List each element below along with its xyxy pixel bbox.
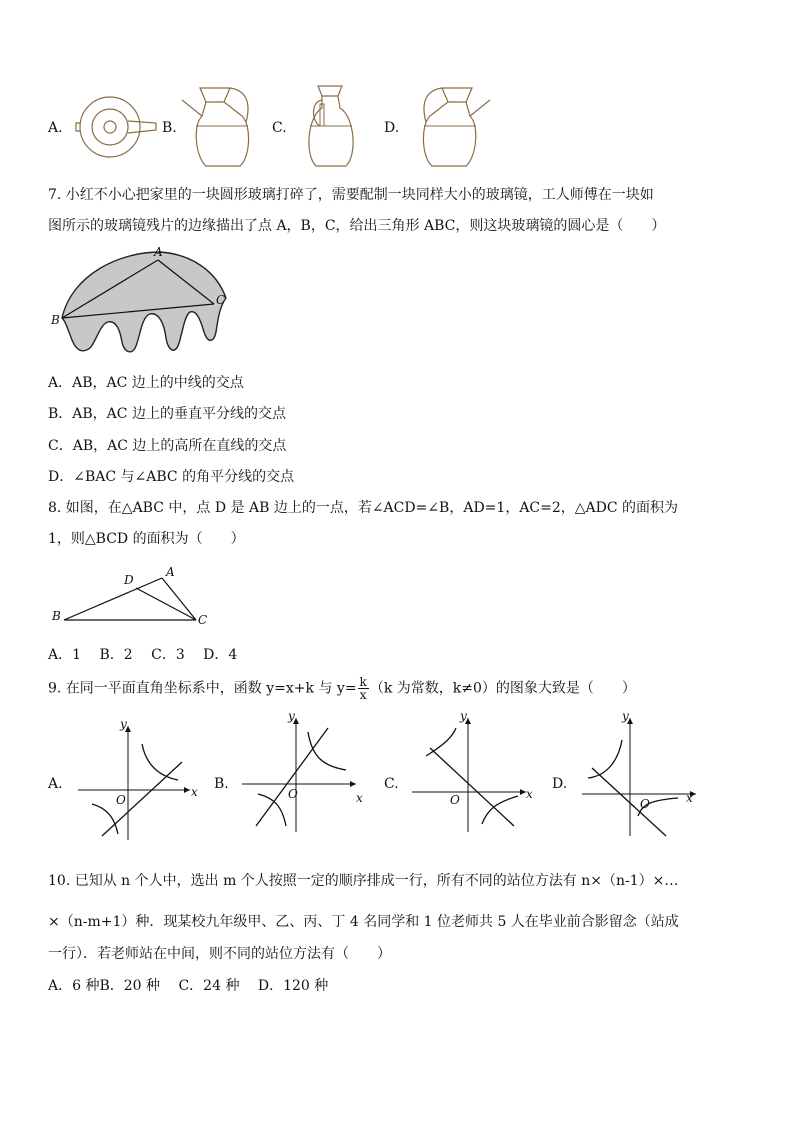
q8-text-line2: 1，则△BCD 的面积为（ ）	[48, 531, 245, 547]
q6-option-b-label: B.	[162, 120, 177, 136]
q9-graph-a	[74, 718, 200, 842]
q7-label-a: A	[154, 245, 163, 259]
q9-graph-b	[238, 709, 366, 836]
q7-option-c: C．AB，AC 边上的高所在直线的交点	[48, 438, 287, 454]
q6-option-a-figure	[76, 95, 160, 159]
q10-text-line3: 一行）．若老师站在中间，则不同的站位方法有（ ）	[48, 946, 391, 962]
q9-text-after: （k 为常数，k≠0）的图象大致是（ ）	[369, 680, 636, 697]
q9-d-x-label: x	[686, 791, 693, 805]
q9-b-y-label: y	[288, 709, 295, 723]
q9-d-y-label: y	[622, 709, 629, 723]
q9-text-before: 9. 在同一平面直角坐标系中，函数 y=x+k 与 y=	[48, 680, 357, 697]
q7-figure	[50, 246, 230, 358]
q7-text-line2: 图所示的玻璃镜残片的边缘描出了点 A，B，C，给出三角形 ABC，则这块玻璃镜的圆心是（ ）	[48, 218, 666, 234]
q7-option-a: A．AB，AC 边上的中线的交点	[48, 375, 244, 391]
q9-stem	[48, 676, 636, 700]
q6-option-c-figure	[298, 82, 364, 168]
q6-option-d-figure	[412, 82, 490, 168]
q8-label-d: D	[124, 573, 134, 587]
q9-b-x-label: x	[356, 791, 363, 805]
q6-option-a-label: A.	[48, 120, 63, 136]
q10-text-line1: 10. 已知从 n 个人中，选出 m 个人按照一定的顺序排成一行，所有不同的站位方法有 n×（n-1）×…	[48, 873, 679, 889]
q9-graph-c	[408, 709, 536, 836]
q9-c-origin: O	[450, 793, 460, 807]
q9-option-a-label: A.	[48, 776, 63, 792]
q7-label-b: B	[51, 313, 60, 327]
q9-frac-den: x	[359, 688, 367, 702]
q9-frac-num: k	[359, 675, 367, 689]
q9-graph-d	[578, 709, 706, 838]
q7-text-line1: 7. 小红不小心把家里的一块圆形玻璃打碎了，需要配制一块同样大小的玻璃镜，工人师傅在一块如	[48, 187, 654, 203]
q8-figure	[50, 564, 220, 628]
q9-a-y-label: y	[120, 717, 127, 731]
q8-text-line1: 8. 如图，在△ABC 中，点 D 是 AB 边上的一点，若∠ACD=∠B，AD=1，AC=2，△ADC 的面积为	[48, 500, 679, 516]
q7-option-b: B．AB，AC 边上的垂直平分线的交点	[48, 406, 286, 422]
q10-options: A．6 种B．20 种 C．24 种 D．120 种	[48, 978, 329, 994]
q9-c-y-label: y	[460, 709, 467, 723]
q6-option-d-label: D.	[384, 120, 400, 136]
q8-options: A．1 B．2 C．3 D．4	[48, 647, 238, 663]
q9-a-origin: O	[116, 793, 126, 807]
q8-label-a: A	[166, 565, 175, 579]
q6-option-c-label: C.	[272, 120, 287, 136]
q9-option-b-label: B.	[214, 776, 229, 792]
q9-d-origin: O	[640, 797, 650, 811]
q9-fraction	[358, 676, 369, 701]
q9-c-x-label: x	[526, 787, 533, 801]
q7-label-c: C	[216, 293, 226, 307]
q8-label-b: B	[52, 609, 61, 623]
q9-a-x-label: x	[191, 785, 198, 799]
q7-option-d: D．∠BAC 与∠ABC 的角平分线的交点	[48, 469, 295, 485]
q6-option-b-figure	[182, 82, 260, 168]
q10-text-line2: ×（n-m+1）种．现某校九年级甲、乙、丙、丁 4 名同学和 1 位老师共 5 人在毕业前合影留念（站成	[48, 914, 679, 930]
q8-label-c: C	[198, 613, 208, 627]
q9-option-c-label: C.	[384, 776, 399, 792]
q9-option-d-label: D.	[552, 776, 568, 792]
q9-b-origin: O	[288, 787, 298, 801]
